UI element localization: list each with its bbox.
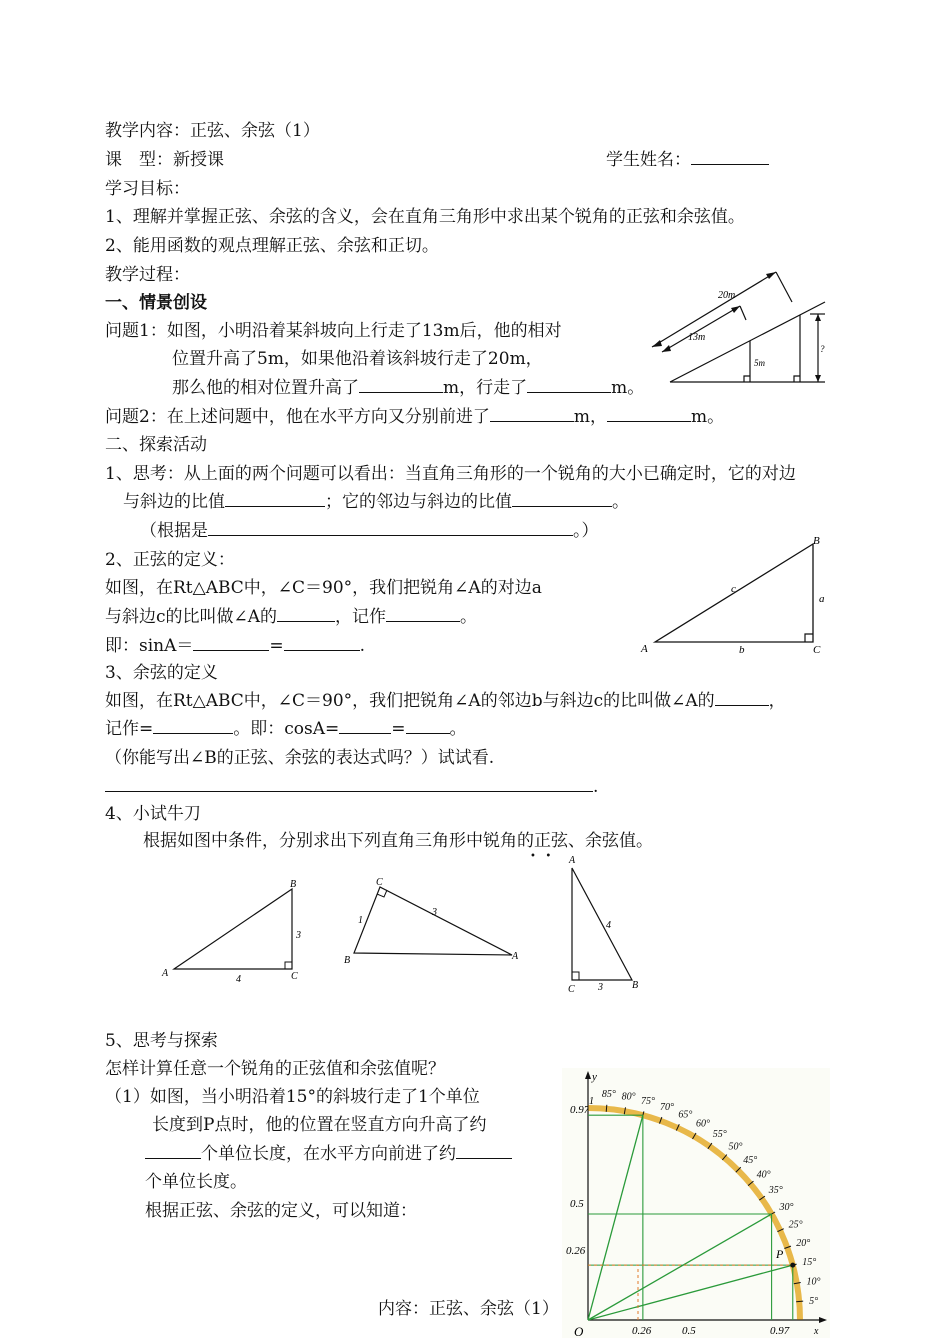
- angle-label-50: 50°: [728, 1141, 743, 1153]
- origin-o: O: [574, 1324, 584, 1338]
- cosine-blank-2[interactable]: [406, 718, 450, 734]
- side-c: c: [731, 583, 736, 595]
- t1-side-4: 4: [236, 974, 241, 985]
- basis-blank[interactable]: [208, 520, 573, 536]
- angle-label-10: 10°: [806, 1276, 821, 1288]
- objective-1: 1、理解并掌握正弦、余弦的含义，会在直角三角形中求出某个锐角的正弦和余弦值。: [105, 207, 745, 227]
- sine-blank-2[interactable]: [284, 635, 360, 651]
- angle-label-60: 60°: [696, 1118, 710, 1130]
- label-question: ?: [820, 344, 825, 354]
- question-1-line-2: 位置升高了5m，如果他沿着该斜坡行走了20m，: [172, 349, 543, 369]
- sine-text-a: 与斜边c的比叫做∠A的: [105, 607, 278, 627]
- sine-formula-text: 即：sinA＝: [105, 636, 194, 656]
- explore-line-5: 根据正弦、余弦的定义，可以知道：: [145, 1201, 417, 1221]
- question-1-line-1: 问题1：如图，小明沿着某斜坡向上行走了13m后，他的相对: [105, 321, 562, 341]
- t2-side-1: 1: [358, 915, 363, 926]
- unit-circle-figure: [562, 1068, 830, 1338]
- vertex-c: C: [813, 644, 821, 656]
- axis-y-label: y: [592, 1071, 597, 1083]
- vertex-b: B: [813, 535, 820, 547]
- explore-line-4: 个单位长度。: [145, 1172, 247, 1192]
- arrow-20m: [652, 272, 776, 347]
- footer-text: 内容：正弦、余弦（1）: [378, 1299, 559, 1319]
- y-tick-097: 0.97: [570, 1104, 590, 1116]
- cosine-period: 。: [449, 719, 467, 739]
- t1-vertex-a: A: [162, 968, 169, 979]
- slope-figure: [640, 262, 840, 392]
- t2-vertex-a: A: [512, 951, 519, 962]
- basis-text-a: （根据是: [140, 521, 208, 541]
- practice-triangle-3: [560, 852, 650, 997]
- angle-label-70: 70°: [659, 1101, 674, 1113]
- student-name-label: 学生姓名：: [606, 150, 691, 170]
- cosine-notation-text: 记作=: [105, 719, 154, 739]
- point-p: P: [776, 1247, 784, 1261]
- think-text-2: ；它的邻边与斜边的比值: [325, 492, 512, 512]
- sine-text-c: 。: [460, 607, 478, 627]
- t1-side-3: 3: [296, 930, 301, 941]
- arc-tick: [606, 1105, 607, 1112]
- explore-line-2: 长度到P点时，他的位置在竖直方向升高了约: [152, 1115, 487, 1135]
- try-text: 根据如图中条件，分别求出下列直角三角形中锐角的正弦、余弦值。: [143, 831, 653, 851]
- t1-vertex-c: C: [291, 971, 298, 982]
- triangle-abc-figure: [635, 532, 835, 660]
- basis-line: [140, 520, 599, 542]
- explore-line-3: [145, 1143, 512, 1165]
- point-p-dot: [790, 1263, 795, 1268]
- q2-text-c: m。: [690, 407, 725, 427]
- q1-text-c: m。: [611, 378, 645, 398]
- sine-equals: =: [269, 636, 284, 656]
- student-name-blank[interactable]: [691, 149, 769, 165]
- lesson-type: 课 型：新授课: [105, 150, 224, 170]
- axis-x-label: x: [814, 1326, 819, 1337]
- sine-title: 2、正弦的定义：: [105, 550, 235, 570]
- objective-2: 2、能用函数的观点理解正弦、余弦和正切。: [105, 236, 439, 256]
- sine-line-2: [105, 606, 477, 628]
- angle-label-45: 45°: [743, 1154, 758, 1166]
- think-line-1: 1、思考：从上面的两个问题可以看出：当直角三角形的一个锐角的大小已确定时，它的对边: [105, 464, 796, 484]
- y-tick-05: 0.5: [570, 1198, 584, 1210]
- explore-text-c: 个单位长度，在水平方向前进了约: [201, 1144, 456, 1164]
- arrow-13m: [662, 306, 740, 352]
- x-tick-05: 0.5: [682, 1325, 696, 1337]
- cosine-answer-blank[interactable]: [105, 776, 593, 792]
- cosine-equals: =: [391, 719, 406, 739]
- one-label: 1: [589, 1096, 594, 1107]
- q1-text-b: m，行走了: [443, 378, 528, 398]
- cosine-line-2: [105, 718, 467, 740]
- t3-vertex-a: A: [569, 855, 576, 866]
- cosine-answer-period: .: [593, 777, 599, 797]
- angle-label-55: 55°: [712, 1129, 727, 1141]
- q1-distance-blank[interactable]: [527, 377, 611, 393]
- x-tick-026: 0.26: [632, 1325, 652, 1337]
- angle-label-85: 85°: [601, 1088, 616, 1100]
- q2-blank-1[interactable]: [490, 406, 574, 422]
- cosine-formula-text: 。即：cosA=: [233, 719, 340, 739]
- explore-horizontal-blank[interactable]: [456, 1143, 512, 1159]
- practice-triangle-1: [158, 875, 308, 987]
- think-text-1: 与斜边的比值: [123, 492, 225, 512]
- think-text-3: 。: [612, 492, 629, 512]
- explore-title: 5、思考与探索: [105, 1031, 218, 1051]
- cosine-title: 3、余弦的定义: [105, 663, 218, 683]
- angle-label-20: 20°: [796, 1238, 811, 1250]
- angle-label-25: 25°: [788, 1219, 803, 1231]
- angle-label-35: 35°: [768, 1185, 783, 1197]
- sine-blank-1[interactable]: [193, 635, 269, 651]
- sine-line-1: 如图，在Rt△ABC中，∠C＝90°，我们把锐角∠A的对边a: [105, 578, 542, 598]
- t3-side-4: 4: [606, 920, 611, 931]
- angle-label-30: 30°: [779, 1202, 794, 1213]
- sine-text-b: ，记作: [335, 607, 387, 627]
- cosine-blank-1[interactable]: [339, 718, 391, 734]
- think-blank-1[interactable]: [225, 491, 325, 507]
- t3-vertex-c: C: [568, 984, 575, 995]
- side-a: a: [819, 593, 825, 605]
- cosine-notation-blank[interactable]: [153, 718, 233, 734]
- cosine-name-blank[interactable]: [715, 690, 769, 706]
- t1-vertex-b: B: [290, 879, 297, 890]
- q1-height-blank[interactable]: [359, 377, 443, 393]
- lesson-content: 教学内容：正弦、余弦（1）: [105, 121, 320, 141]
- label-20m: 20m: [718, 290, 736, 301]
- x-tick-097: 0.97: [770, 1325, 790, 1337]
- t3-vertex-b: B: [632, 980, 639, 991]
- angle-label-40: 40°: [756, 1169, 771, 1181]
- arc-tick: [796, 1301, 803, 1302]
- angle-label-5: 5°: [809, 1296, 819, 1308]
- process-title: 教学过程：: [105, 265, 190, 285]
- label-5m: 5m: [754, 358, 765, 368]
- student-name-field: [606, 149, 769, 171]
- cosine-line-1: [105, 690, 786, 712]
- section-1-title: 一、情景创设: [105, 293, 207, 313]
- practice-triangle-2: [340, 873, 530, 971]
- sine-line-3: [105, 635, 365, 657]
- vertex-a: A: [641, 643, 648, 655]
- t2-vertex-c: C: [376, 877, 383, 888]
- explore-line-1: （1）如图，当小明沿着15°的斜坡行走了1个单位: [105, 1087, 480, 1107]
- section-2-title: 二、探索活动: [105, 435, 207, 455]
- explore-question: 怎样计算任意一个锐角的正弦值和余弦值呢？: [105, 1059, 445, 1079]
- label-13m: 13m: [688, 332, 706, 343]
- t2-vertex-b: B: [344, 955, 351, 966]
- emphasis-dots: • •: [530, 851, 552, 862]
- t3-side-3: 3: [598, 982, 603, 993]
- sine-period: .: [359, 636, 366, 656]
- cosine-answer-line: [105, 776, 598, 798]
- sine-name-blank[interactable]: [277, 606, 335, 622]
- explore-vertical-blank[interactable]: [145, 1143, 201, 1159]
- q2-blank-2[interactable]: [607, 406, 691, 422]
- angle-label-65: 65°: [678, 1109, 693, 1121]
- cosine-text-b: ，: [768, 691, 786, 711]
- t2-side-3: 3: [432, 907, 437, 918]
- question-2: [105, 406, 724, 428]
- q2-text-b: m，: [573, 407, 607, 427]
- angle-label-15: 15°: [802, 1256, 817, 1268]
- think-blank-2[interactable]: [512, 491, 612, 507]
- angle-label-80: 80°: [621, 1091, 636, 1103]
- y-tick-026: 0.26: [566, 1245, 586, 1257]
- side-b: b: [739, 644, 745, 656]
- sine-notation-blank[interactable]: [386, 606, 460, 622]
- cosine-line-3: （你能写出∠B的正弦、余弦的表达式吗？）试试看.: [105, 748, 495, 768]
- basis-text-b: 。）: [573, 521, 599, 541]
- q1-text-a: 那么他的相对位置升高了: [172, 378, 359, 398]
- cosine-text-a: 如图，在Rt△ABC中，∠C＝90°，我们把锐角∠A的邻边b与斜边c的比叫做∠A的: [105, 691, 715, 711]
- try-title: 4、小试牛刀: [105, 804, 201, 824]
- question-1-line-3: [172, 377, 644, 399]
- objectives-title: 学习目标：: [105, 179, 190, 199]
- angle-label-75: 75°: [641, 1095, 656, 1107]
- think-line-2: [123, 491, 629, 513]
- q2-text-a: 问题2：在上述问题中，他在水平方向又分别前进了: [105, 407, 490, 427]
